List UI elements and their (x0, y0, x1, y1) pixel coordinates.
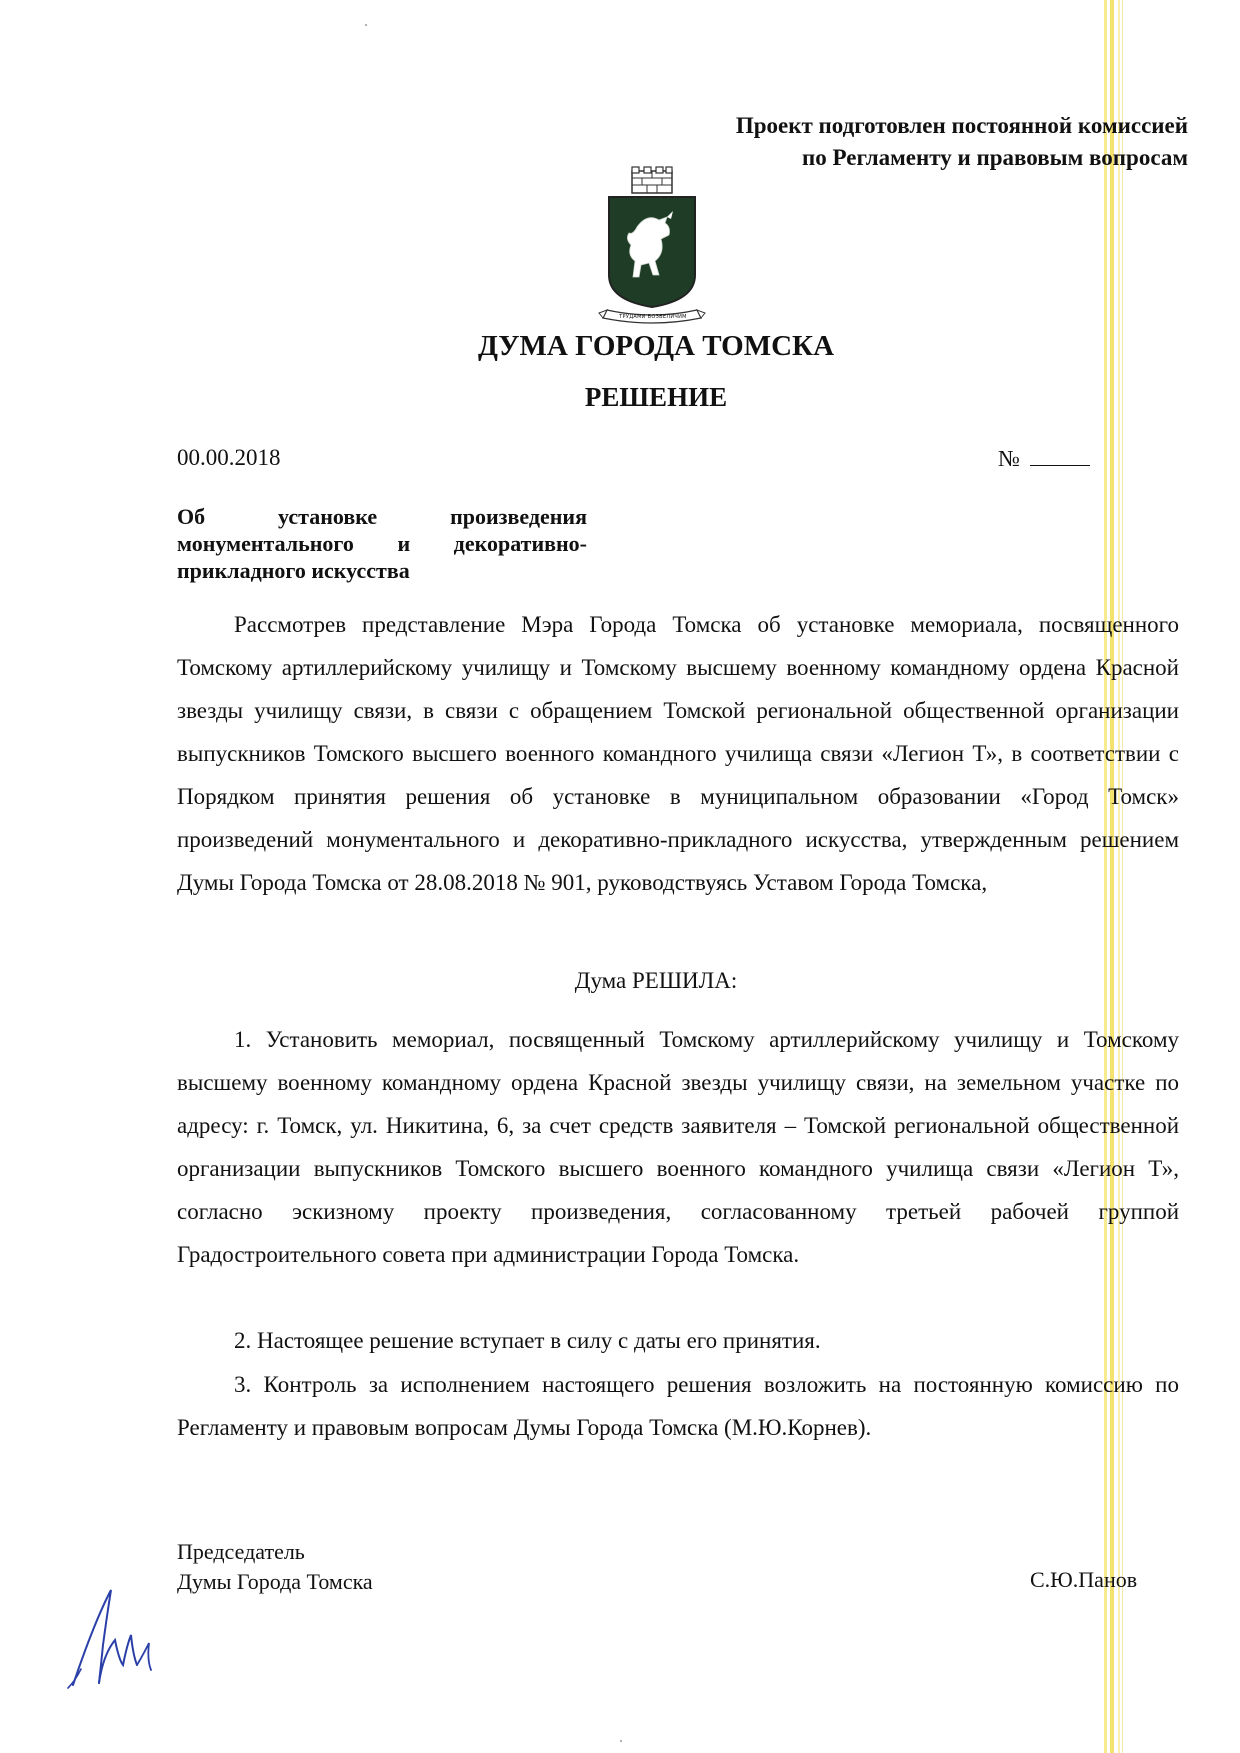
decision-item: 3. Контроль за исполнением настоящего решения возложить на постоянную комиссию по Регламенту и правовым вопросам Думы Города Томска (М.Ю.Корнев). (177, 1372, 1179, 1440)
scan-speck (365, 24, 367, 26)
scan-speck (620, 1740, 622, 1742)
document-type: РЕШЕНИЕ (584, 382, 728, 412)
signer-position-line: Председатель (177, 1539, 305, 1564)
coat-motto: ТРУДАМИ ВОЗВЕЛИЧИМ (619, 314, 687, 320)
resolved-heading: Дума РЕШИЛА: (574, 968, 738, 993)
document-number (998, 445, 1090, 472)
document-date: 00.00.2018 (177, 445, 281, 470)
project-note-line: по Регламенту и правовым вопросам (801, 145, 1188, 170)
number-blank (1030, 445, 1090, 466)
tomsk-coat-of-arms-icon (597, 165, 707, 327)
handwritten-signature-icon (63, 1585, 163, 1690)
signer-name: С.Ю.Панов (1030, 1567, 1138, 1592)
number-label: № (998, 446, 1020, 471)
signer-position (177, 1537, 373, 1597)
decision-item: 2. Настоящее решение вступает в силу с даты его принятия. (234, 1328, 821, 1353)
project-note-line: Проект подготовлен постоянной комиссией (735, 113, 1188, 138)
preamble-paragraph: Рассмотрев представление Мэра Города Томска об установке мемориала, посвященного Томскому артиллерийскому училищу и Томскому высшему военному командному ордена Красной звезды училищу связи, в связи с обращением Томской региональной общественной организации выпускников Томского высшего военного командного училища связи «Легион Т», в соответствии с Порядком принятия решения об установке в муниципальном образовании «Город Томск» произведений монументального и декоративно-прикладного искусства, утвержденным решением Думы Города Томска от 28.08.2018 № 901, руководствуясь Уставом Города Томска, (177, 612, 1179, 895)
project-note (736, 110, 1188, 174)
org-title: ДУМА ГОРОДА ТОМСКА (477, 330, 835, 362)
document-subject: Об установке произведения монументального и декоративно-прикладного искусства (177, 504, 587, 583)
decision-item: 1. Установить мемориал, посвященный Томскому артиллерийскому училищу и Томскому высшему военному командному ордена Красной звезды училищу связи, на земельном участке по адресу: г. Томск, ул. Никитина, 6, за счет средств заявителя – Томской региональной общественной организации выпускников Томского высшего военного командного училища связи «Легион Т», согласно эскизному проекту произведения, согласованному третьей рабочей группой Градостроительного совета при администрации Города Томска. (177, 1027, 1179, 1267)
signer-position-line: Думы Города Томска (177, 1569, 373, 1594)
